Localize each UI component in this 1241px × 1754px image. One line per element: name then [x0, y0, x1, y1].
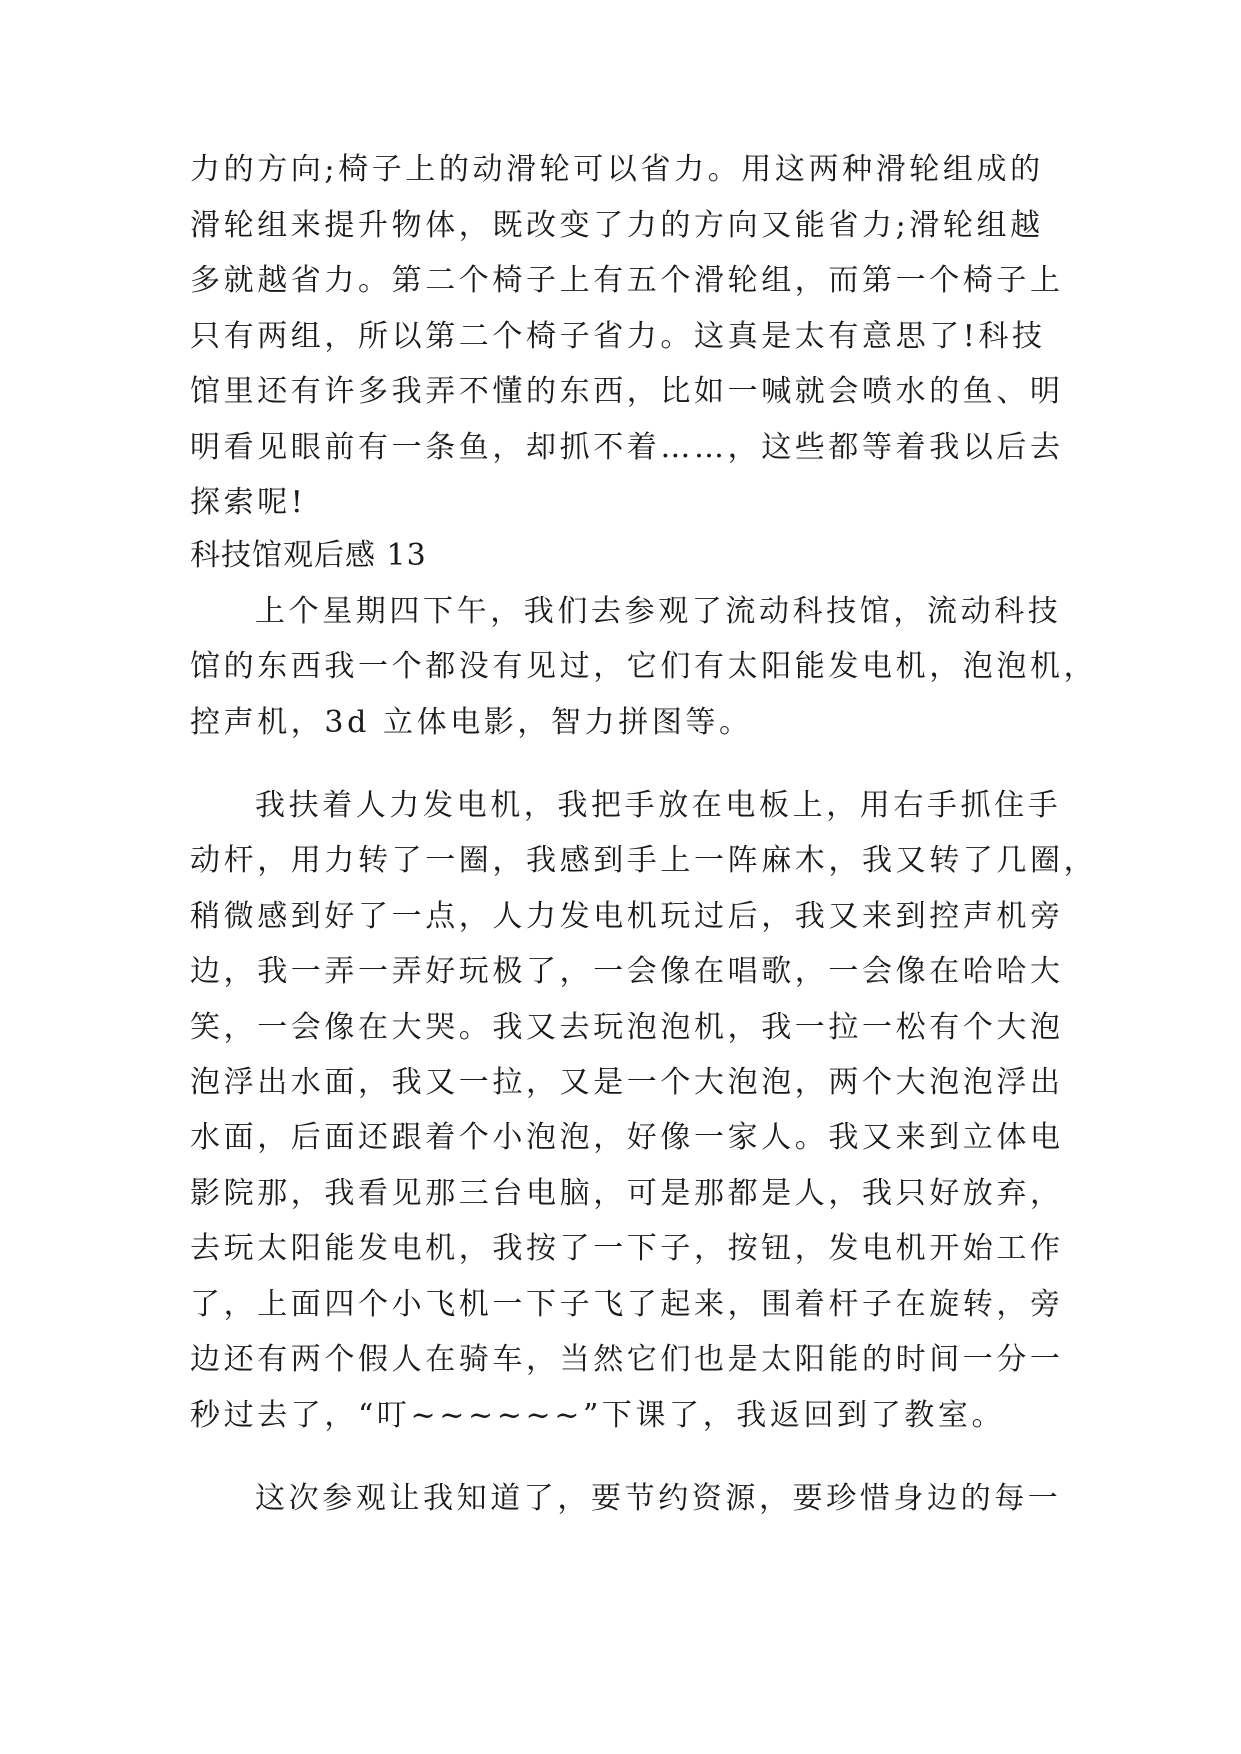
- paragraph-2-line: 动杆，用力转了一圈，我感到手上一阵麻木，我又转了几圈，: [190, 843, 1098, 878]
- text-line: 探索呢!: [190, 485, 307, 520]
- paragraph-1-line: 馆的东西我一个都没有见过，它们有太阳能发电机，泡泡机，: [190, 649, 1098, 684]
- section-title: 科技馆观后感 13: [190, 538, 427, 573]
- paragraph-2-line: 了，上面四个小飞机一下子飞了起来，围着杆子在旋转，旁: [190, 1287, 1064, 1322]
- paragraph-2-line: 边，我一弄一弄好玩极了，一会像在唱歌，一会像在哈哈大: [190, 954, 1064, 989]
- text-line: 只有两组，所以第二个椅子省力。这真是太有意思了!科技: [190, 319, 1046, 354]
- paragraph-2-line: 泡浮出水面，我又一拉，又是一个大泡泡，两个大泡泡浮出: [190, 1065, 1064, 1100]
- paragraph-2-line: 笑，一会像在大哭。我又去玩泡泡机，我一拉一松有个大泡: [190, 1010, 1064, 1045]
- text-line: 滑轮组来提升物体，既改变了力的方向又能省力;滑轮组越: [190, 208, 1044, 243]
- paragraph-2-line: 边还有两个假人在骑车，当然它们也是太阳能的时间一分一: [190, 1342, 1064, 1377]
- paragraph-2-line: 影院那，我看见那三台电脑，可是那都是人，我只好放弃，: [190, 1176, 1064, 1211]
- paragraph-1-line: 控声机，3d 立体电影，智力拼图等。: [190, 705, 753, 740]
- text-line: 力的方向;椅子上的动滑轮可以省力。用这两种滑轮组成的: [190, 152, 1044, 187]
- paragraph-2-line: 水面，后面还跟着个小泡泡，好像一家人。我又来到立体电: [190, 1120, 1064, 1155]
- text-line: 多就越省力。第二个椅子上有五个滑轮组，而第一个椅子上: [190, 263, 1064, 298]
- paragraph-2-line: 稍微感到好了一点，人力发电机玩过后，我又来到控声机旁: [190, 899, 1064, 934]
- paragraph-2-line: 我扶着人力发电机，我把手放在电板上，用右手抓住手: [255, 788, 1062, 823]
- paragraph-3-line: 这次参观让我知道了，要节约资源，要珍惜身边的每一: [255, 1481, 1062, 1516]
- paragraph-2-line: 秒过去了，“叮~~~~~~”下课了，我返回到了教室。: [190, 1398, 1006, 1433]
- paragraph-1-line: 上个星期四下午，我们去参观了流动科技馆，流动科技: [255, 594, 1062, 629]
- text-line: 明看见眼前有一条鱼，却抓不着……，这些都等着我以后去: [190, 430, 1064, 465]
- paragraph-2-line: 去玩太阳能发电机，我按了一下子，按钮，发电机开始工作: [190, 1231, 1064, 1266]
- text-line: 馆里还有许多我弄不懂的东西，比如一喊就会喷水的鱼、明: [190, 374, 1064, 409]
